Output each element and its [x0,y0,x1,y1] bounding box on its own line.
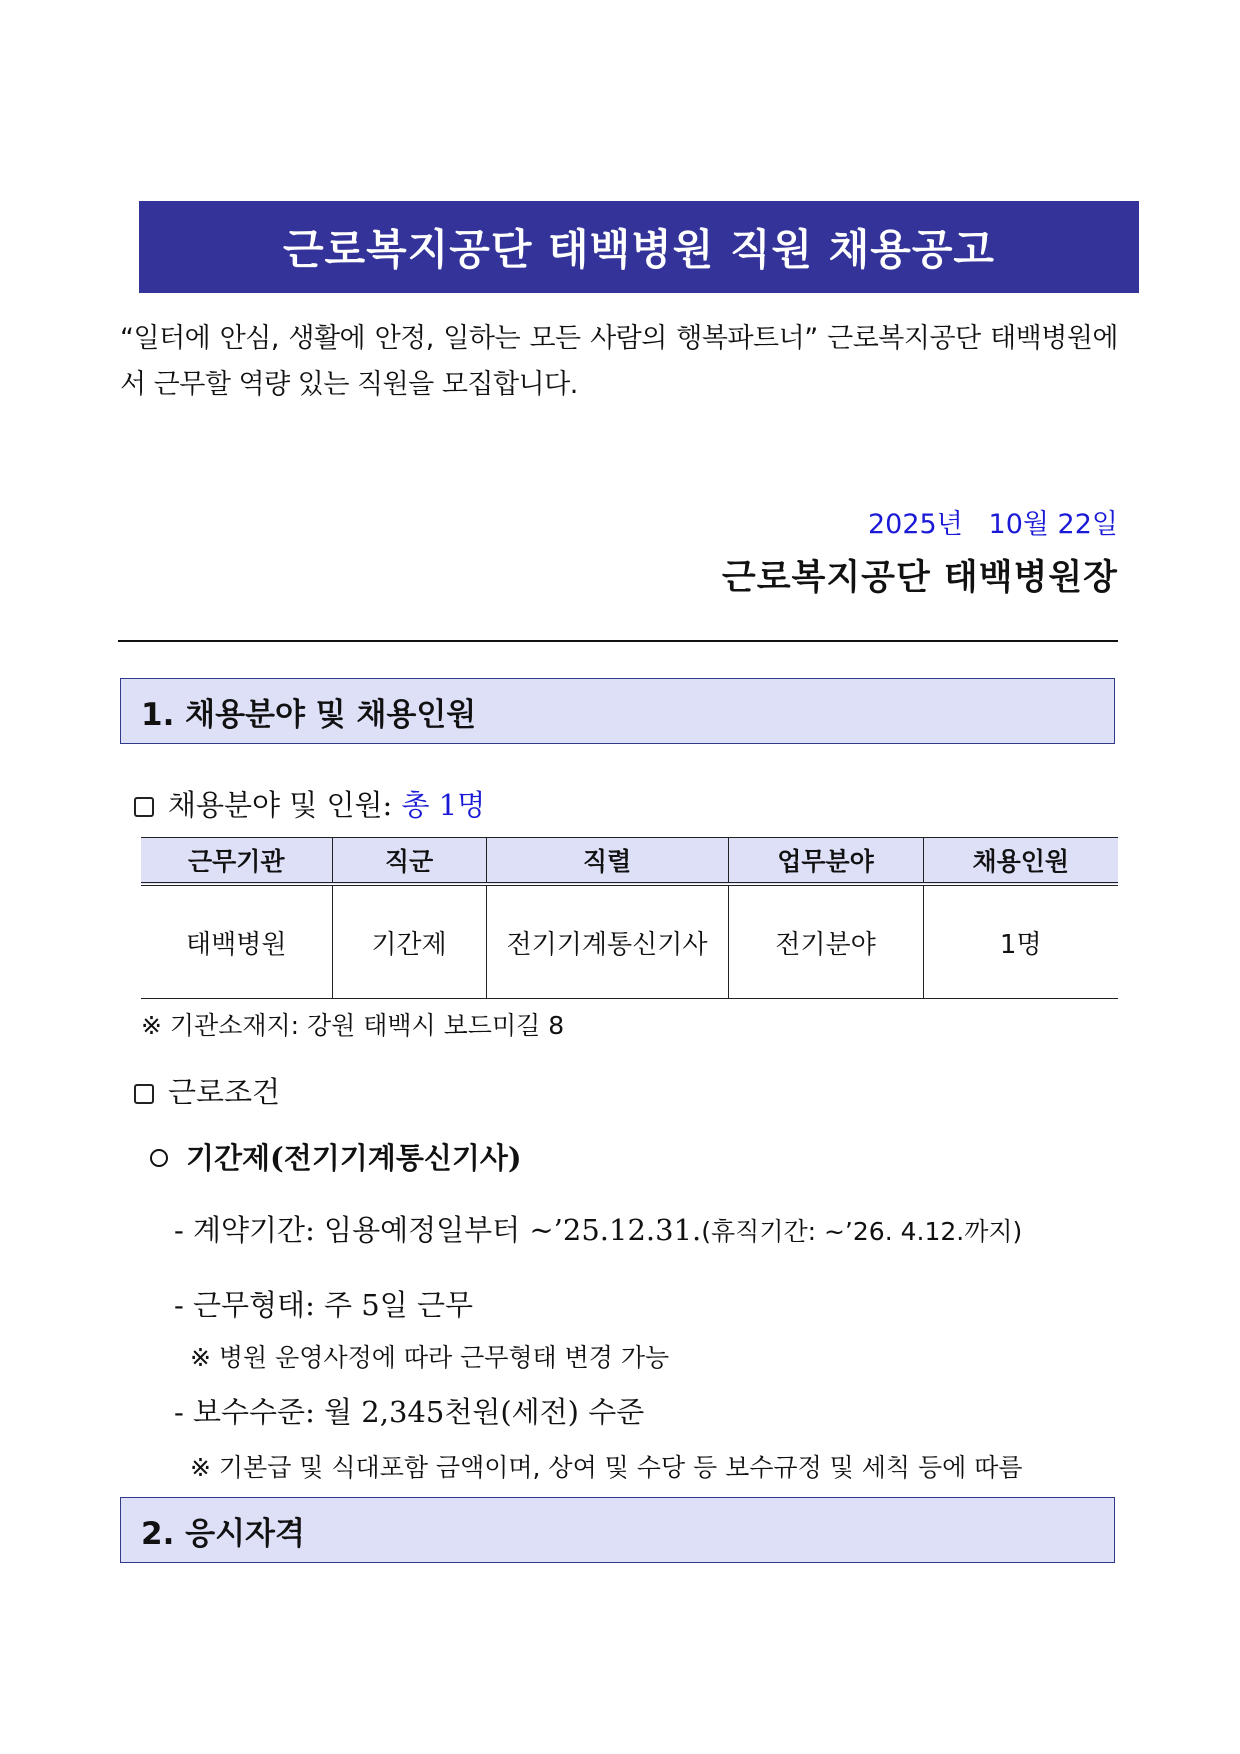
salary-line: - 보수수준: 월 2,345천원(세전) 수준 [174,1395,645,1429]
contract-note: (휴직기간: ~’26. 4.12.까지) [701,1217,1023,1246]
column-header: 근무기관 [141,838,332,885]
table-cell: 태백병원 [141,884,332,999]
intro-paragraph: “일터에 안심, 생활에 안정, 일하는 모든 사람의 행복파트너” 근로복지공단 태백병원에서 근무할 역량 있는 직원을 모집합니다. [120,323,1118,400]
salary-note: ※ 기본급 및 식대포함 금액이며, 상여 및 수당 등 보수규정 및 세칙 등에 따름 [190,1453,1023,1482]
contract-line [174,1208,1022,1249]
column-header: 직군 [332,838,486,885]
checkbox-square-icon [134,797,154,817]
table-header-row [141,838,1118,885]
table-cell: 1명 [923,884,1118,999]
checkbox-square-icon [134,1084,154,1104]
announcement-date: 2025년 10월 22일 [867,509,1118,540]
conditions-line [134,1070,280,1111]
column-header: 직렬 [486,838,728,885]
column-header: 채용인원 [923,838,1118,885]
page-title: 근로복지공단 태백병원 직원 채용공고 [139,201,1139,293]
work-type-note: ※ 병원 운영사정에 따라 근무형태 변경 가능 [190,1343,670,1372]
column-header: 업무분야 [728,838,923,885]
position-label: 기간제(전기기계통신기사) [186,1141,522,1175]
table-row [141,884,1118,999]
location-note: ※ 기관소재지: 강원 태백시 보드미길 8 [141,1011,565,1040]
contract-text: - 계약기간: 임용예정일부터 ~’25.12.31. [174,1213,702,1247]
recruitment-table [141,837,1118,999]
position-line [150,1136,522,1177]
section-heading-1: 1. 채용분야 및 채용인원 [120,678,1115,744]
field-label: 채용분야 및 인원: [168,788,402,822]
table-cell: 전기기계통신기사 [486,884,728,999]
circle-bullet-icon [150,1149,168,1167]
section-heading-2: 2. 응시자격 [120,1497,1115,1563]
table-cell: 전기분야 [728,884,923,999]
field-total: 총 1명 [401,788,486,822]
field-line [134,783,485,824]
divider [118,640,1118,642]
issuer-name: 근로복지공단 태백병원장 [721,558,1118,598]
conditions-label: 근로조건 [168,1075,281,1109]
work-type-line: - 근무형태: 주 5일 근무 [174,1288,474,1322]
table-cell: 기간제 [332,884,486,999]
